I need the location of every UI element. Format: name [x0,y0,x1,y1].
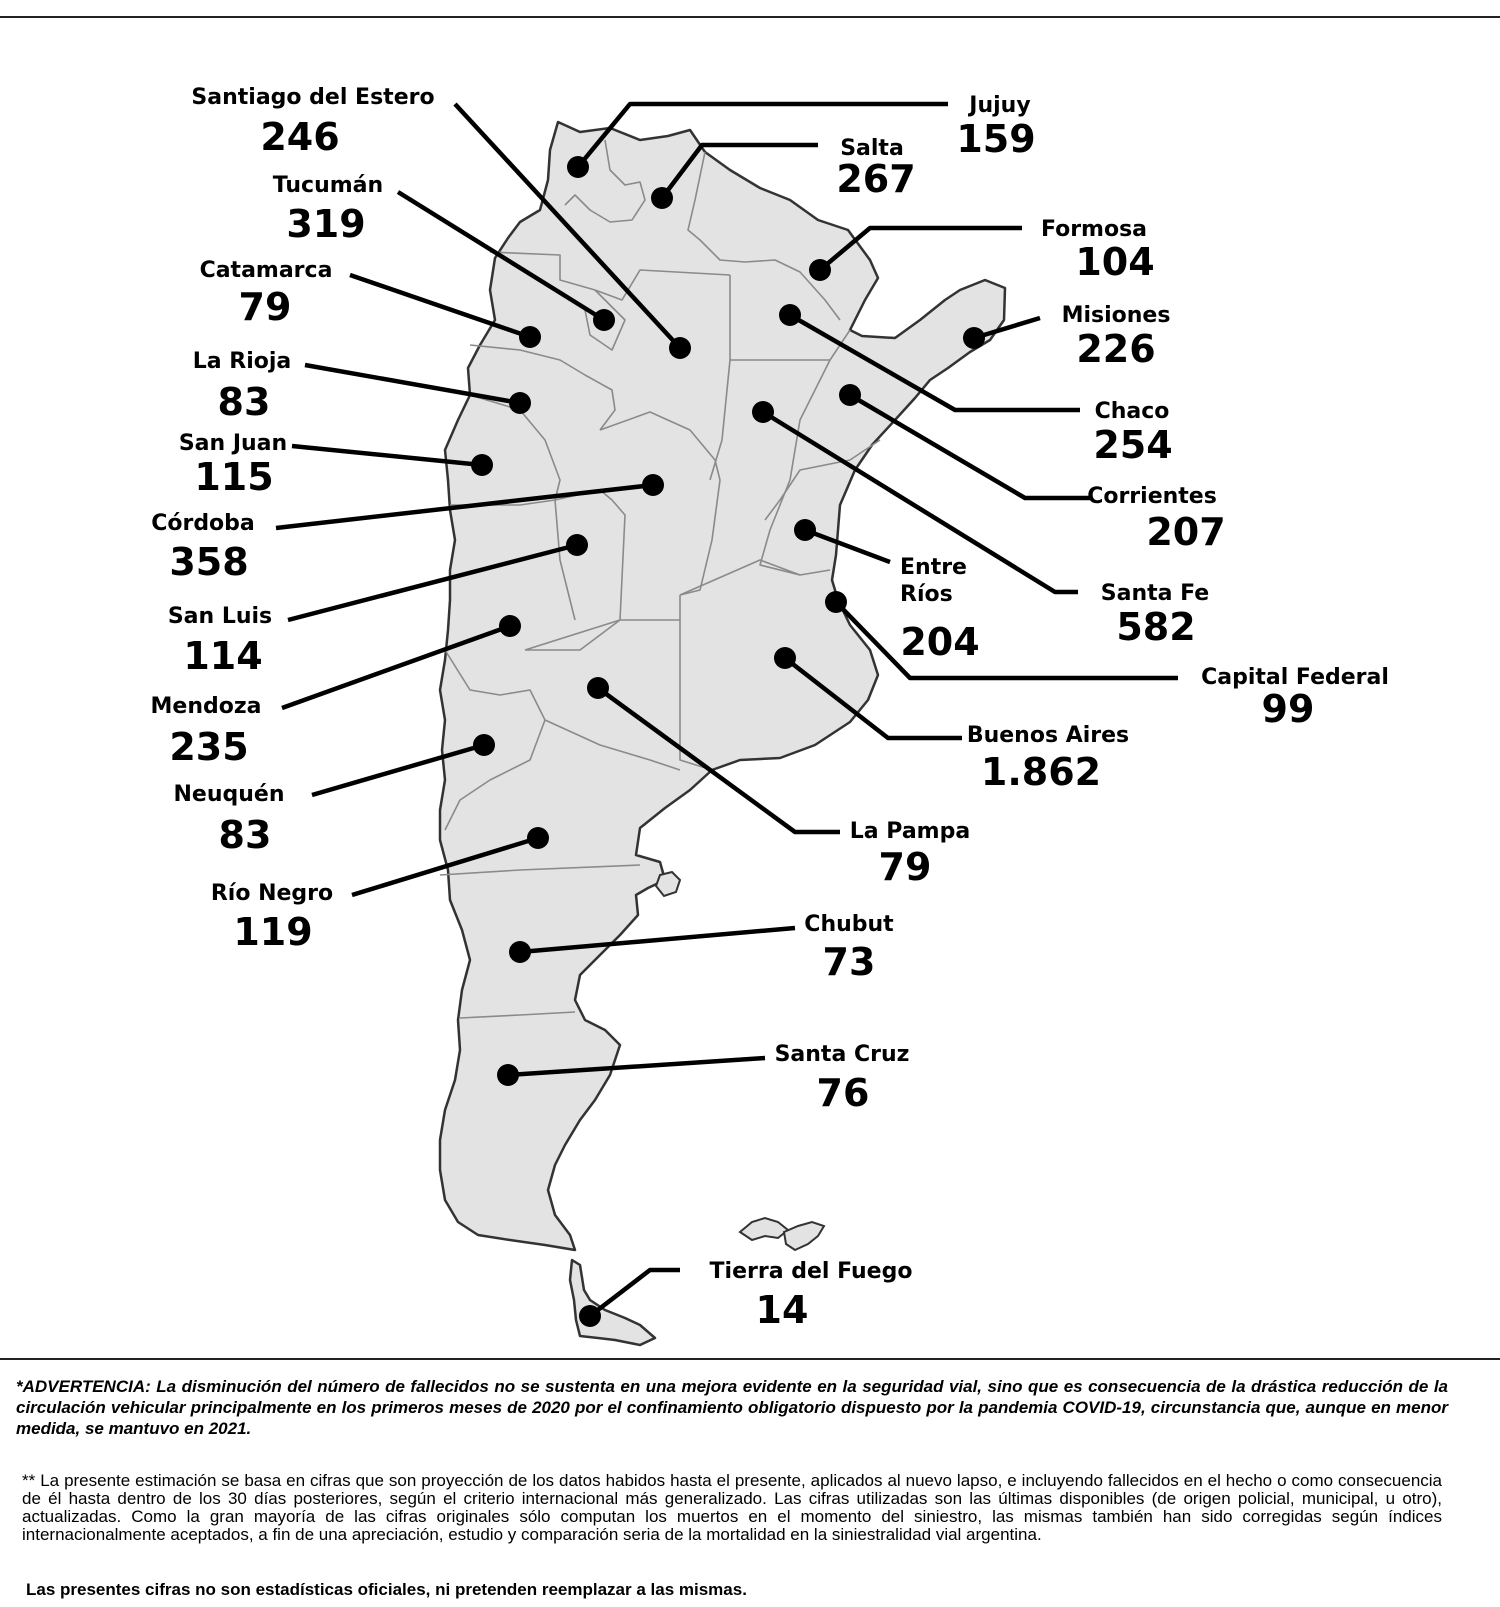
location-dot-chaco [779,304,801,326]
fatalities-value-entre-rios: 204 [900,620,980,664]
official-disclaimer: Las presentes cifras no son estadísticas oficiales, ni pretenden reemplazar a las mismas. [26,1580,747,1599]
location-dot-capital-federal [825,591,847,613]
province-name-chubut: Chubut [804,912,894,937]
location-dot-corrientes [839,384,861,406]
fatalities-value-santa-cruz: 76 [816,1071,870,1115]
location-dot-neuquen [473,734,495,756]
province-name-neuquen: Neuquén [173,782,285,807]
tierra-del-fuego-shape [570,1260,655,1345]
location-dot-formosa [809,259,831,281]
fatalities-value-buenos-aires: 1.862 [980,750,1102,794]
fatalities-value-la-pampa: 79 [878,845,932,889]
province-name-rio-negro: Río Negro [210,881,334,906]
fatalities-value-santiago-del-estero: 246 [260,115,340,159]
location-dot-tierra-del-fuego [579,1305,601,1327]
fatalities-value-salta: 267 [836,157,916,201]
location-dot-misiones [963,327,985,349]
fatalities-value-neuquen: 83 [218,813,272,857]
location-dot-santa-fe [752,401,774,423]
location-dot-chubut [509,941,531,963]
location-dot-la-rioja [509,392,531,414]
malvinas-west-shape [740,1218,788,1240]
province-name-jujuy: Jujuy [969,93,1031,118]
location-dot-entre-rios [794,519,816,541]
fatalities-value-mendoza: 235 [169,725,249,769]
province-name-capital-federal: Capital Federal [1201,665,1389,690]
location-dot-mendoza [499,615,521,637]
location-dot-tucuman [593,309,615,331]
province-name-corrientes: Corrientes [1087,484,1217,509]
location-dot-rio-negro [527,827,549,849]
bottom-rule [0,1358,1500,1360]
province-name-san-luis: San Luis [167,604,273,629]
fatalities-value-chubut: 73 [822,940,876,984]
fatalities-value-rio-negro: 119 [233,910,313,954]
location-dot-cordoba [642,474,664,496]
province-name-la-rioja: La Rioja [192,349,292,374]
location-dot-la-pampa [587,677,609,699]
mainland-outline [440,122,1005,1250]
malvinas-east-shape [784,1222,824,1250]
location-dot-buenos-aires [774,647,796,669]
province-name-santa-cruz: Santa Cruz [774,1042,910,1067]
fatalities-value-jujuy: 159 [956,117,1036,161]
fatalities-value-la-rioja: 83 [217,380,271,424]
location-dot-santiago-del-estero [669,337,691,359]
fatalities-value-tucuman: 319 [286,202,366,246]
province-name-misiones: Misiones [1061,303,1171,328]
methodology-note: ** La presente estimación se basa en cifras que son proyección de los datos habidos hasta el presente, aplicados al nuevo lapso, e incluyendo fallecidos en el hecho o como consecuencia de él hasta dentro de los 30 días posteriores, según el criterio internacional más generalizado. Las cifras utilizadas son las últimas disponibles (de origen policial, municipal, u otro), actualizadas. Como la gran mayoría de las cifras originales sólo computan los muertos en el momento del siniestro, las mismas también han sido corregidas según índices internacionalmente aceptados, a fin de una apreciación, estudio y comparación seria de la mortalidad en la siniestralidad vial argentina. [22,1471,1442,1544]
province-name-entre-rios-line-2: Ríos [900,582,953,607]
fatalities-value-san-juan: 115 [194,455,274,499]
province-name-catamarca: Catamarca [199,258,333,283]
fatalities-value-catamarca: 79 [238,285,292,329]
province-name-entre-rios-line-1: Entre [900,555,967,580]
fatalities-value-capital-federal: 99 [1261,687,1315,731]
fatalities-value-corrientes: 207 [1146,510,1226,554]
province-name-cordoba: Córdoba [151,511,255,536]
fatalities-value-cordoba: 358 [169,540,249,584]
location-dot-jujuy [567,156,589,178]
province-name-mendoza: Mendoza [150,694,262,719]
fatalities-value-santa-fe: 582 [1116,605,1196,649]
fatalities-value-misiones: 226 [1076,327,1156,371]
province-name-chaco: Chaco [1094,399,1170,424]
location-dot-san-juan [471,454,493,476]
province-name-la-pampa: La Pampa [849,819,971,844]
province-name-buenos-aires: Buenos Aires [966,723,1130,748]
province-name-santa-fe: Santa Fe [1100,581,1210,606]
location-dot-santa-cruz [497,1064,519,1086]
covid-warning: *ADVERTENCIA: La disminución del número de fallecidos no se sustenta en una mejora evidente en la seguridad vial, sino que es consecuencia de la drástica reducción de la circulación vehicular principalmente en los primeros meses de 2020 por el confinamiento obligatorio dispuesto por la pandemia COVID-19, circunstancia que, aunque en menor medida, se mantuvo en 2021. [16,1377,1448,1438]
location-dot-salta [651,187,673,209]
province-name-tucuman: Tucumán [272,173,384,198]
province-name-santiago-del-estero: Santiago del Estero [191,85,435,110]
location-dot-san-luis [566,534,588,556]
province-name-tierra-del-fuego: Tierra del Fuego [709,1259,913,1284]
fatalities-value-san-luis: 114 [183,634,263,678]
province-name-salta: Salta [840,136,904,161]
province-name-formosa: Formosa [1040,217,1148,242]
fatalities-value-chaco: 254 [1093,423,1173,467]
province-name-san-juan: San Juan [178,431,288,456]
fatalities-value-tierra-del-fuego: 14 [755,1288,809,1332]
location-dot-catamarca [519,326,541,348]
fatalities-value-formosa: 104 [1075,240,1155,284]
valdes-peninsula [656,872,680,896]
